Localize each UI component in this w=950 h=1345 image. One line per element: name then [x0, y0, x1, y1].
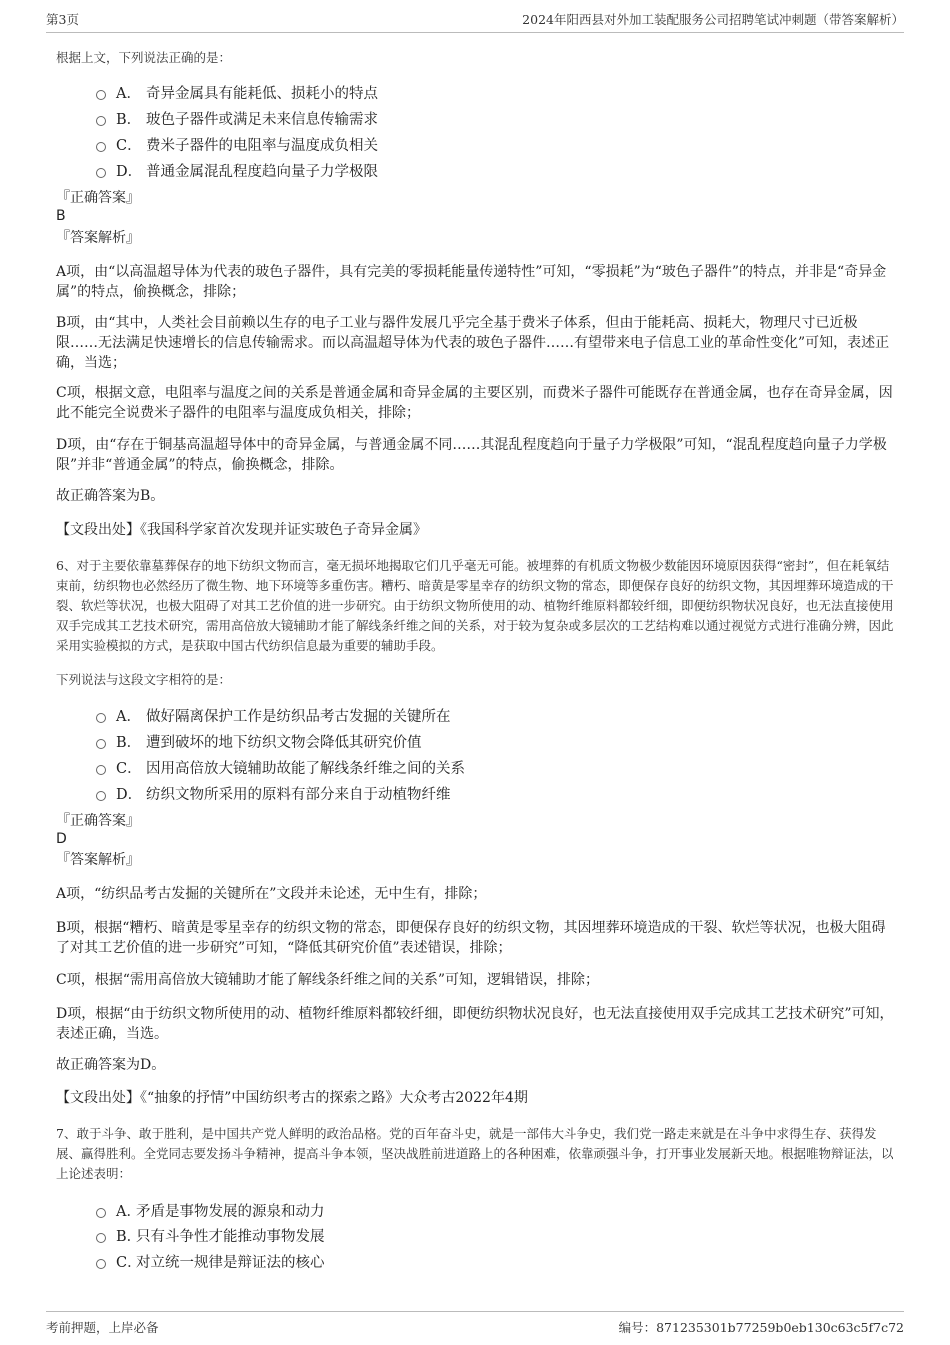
q6-passage: 6、对于主要依靠墓葬保存的地下纺织文物而言，毫无损坏地揭取它们几乎毫无可能。被埋葬的有机质文物极少数能因环境原因获得“密封”，但在耗氧结束前，纺织物也必然经历了微生物、地下环境等多重伤害。糟朽、暗黄是零星幸存的纺织文物的常态，即便保存良好的纺织文物，其因埋葬环境造成的干裂、软烂等状况，也极大阻碍了对其工艺价值的进一步研究。由于纺织文物所使用的动、植物纤维原料都较纤细，即便纺织物状况良好，也无法直接使用双手完成其工艺技术研究，需用高倍放大镜辅助才能了解线条纤维之间的关系，对于较为复杂或多层次的工艺结构难以通过视觉方式进行准确分辨，因此采用实验模拟的方式，是获取中国古代纺织信息最为重要的辅助手段。 [56, 558, 894, 653]
q5-analysis-label: 『答案解析』 [56, 230, 140, 246]
radio-icon[interactable] [96, 142, 106, 152]
q6-answer: D [56, 831, 67, 847]
q5-stem: 根据上文，下列说法正确的是： [56, 50, 232, 65]
footer-slogan: 考前押题，上岸必备 [46, 1320, 159, 1335]
q6-answer-label: 『正确答案』 [56, 813, 140, 829]
q6-option-b[interactable]: B． 遭到破坏的地下纺织文物会降低其研究价值 [96, 730, 422, 752]
q5-option-a[interactable]: A． 奇异金属具有能耗低、损耗小的特点 [96, 81, 378, 103]
q6-analysis-b: B项，根据“糟朽、暗黄是零星幸存的纺织文物的常态，即便保存良好的纺织文物，其因埋葬环境造成的干裂、软烂等状况，也极大阻碍了对其工艺价值的进一步研究”可知，“降低其研究价值”表述错误，排除； [56, 920, 886, 956]
q5-option-c[interactable]: C． 费米子器件的电阻率与温度成负相关 [96, 133, 378, 155]
radio-icon[interactable] [96, 90, 106, 100]
radio-icon[interactable] [96, 765, 106, 775]
radio-icon[interactable] [96, 168, 106, 178]
q6-stem: 下列说法与这段文字相符的是： [56, 672, 232, 687]
q5-analysis-a: A项，由“以高温超导体为代表的玻色子器件，具有完美的零损耗能量传递特性”可知，“零损耗”为“玻色子器件”的特点，并非是“奇异金属”的特点，偷换概念，排除； [56, 264, 887, 300]
q7-option-b[interactable]: B． 只有斗争性才能推动事物发展 [96, 1224, 325, 1246]
radio-icon[interactable] [96, 116, 106, 126]
q5-analysis-c: C项，根据文意，电阻率与温度之间的关系是普通金属和奇异金属的主要区别，而费米子器件可能既存在普通金属，也存在奇异金属，因此不能完全说费米子器件的电阻率与温度成负相关，排除； [56, 385, 893, 421]
document-id: 编号：871235301b77259b0eb130c63c5f7c72 [618, 1320, 904, 1335]
q6-conclusion: 故正确答案为D。 [56, 1057, 166, 1073]
q6-analysis-d: D项，根据“由于纺织文物所使用的动、植物纤维原料都较纤细，即便纺织物状况良好，也无法直接使用双手完成其工艺技术研究”可知，表述正确，当选。 [56, 1006, 894, 1042]
q5-option-d[interactable]: D． 普通金属混乱程度趋向量子力学极限 [96, 159, 378, 181]
q6-analysis-label: 『答案解析』 [56, 852, 140, 868]
page-number: 第3页 [46, 12, 79, 27]
q7-option-a[interactable]: A． 矛盾是事物发展的源泉和动力 [96, 1199, 325, 1221]
q6-analysis-c: C项，根据“需用高倍放大镜辅助才能了解线条纤维之间的关系”可知，逻辑错误，排除； [56, 972, 600, 988]
radio-icon[interactable] [96, 1259, 106, 1269]
radio-icon[interactable] [96, 1208, 106, 1218]
q5-conclusion: 故正确答案为B。 [56, 488, 165, 504]
q6-option-d[interactable]: D． 纺织文物所采用的原料有部分来自于动植物纤维 [96, 782, 451, 804]
q6-source: 【文段出处】《“抽象的抒情”中国纺织考古的探索之路》大众考古2022年4期 [56, 1090, 528, 1106]
q7-option-c[interactable]: C． 对立统一规律是辩证法的核心 [96, 1250, 325, 1272]
radio-icon[interactable] [96, 739, 106, 749]
page-footer [46, 1311, 904, 1336]
page-header [46, 10, 904, 33]
q5-answer-label: 『正确答案』 [56, 190, 140, 206]
q6-option-c[interactable]: C． 因用高倍放大镜辅助故能了解线条纤维之间的关系 [96, 756, 465, 778]
q7-passage: 7、敢于斗争、敢于胜利，是中国共产党人鲜明的政治品格。党的百年奋斗史，就是一部伟大斗争史，我们党一路走来就是在斗争中求得生存、获得发展、赢得胜利。全党同志要发扬斗争精神，提高斗争本领，坚决战胜前进道路上的各种困难，依靠顽强斗争，打开事业发展新天地。根据唯物辩证法，以上论述表明： [56, 1126, 894, 1181]
radio-icon[interactable] [96, 713, 106, 723]
q5-analysis-d: D项，由“存在于铜基高温超导体中的奇异金属，与普通金属不同……其混乱程度趋向于量子力学极限”可知，“混乱程度趋向量子力学极限”并非“普通金属”的特点，偷换概念，排除。 [56, 437, 887, 473]
q5-answer: B [56, 208, 66, 224]
q6-option-a[interactable]: A． 做好隔离保护工作是纺织品考古发掘的关键所在 [96, 704, 451, 726]
radio-icon[interactable] [96, 1233, 106, 1243]
q6-analysis-a: A项，“纺织品考古发掘的关键所在”文段并未论述，无中生有，排除； [56, 886, 487, 902]
q5-option-b[interactable]: B． 玻色子器件或满足未来信息传输需求 [96, 107, 378, 129]
document-title: 2024年阳西县对外加工装配服务公司招聘笔试冲刺题（带答案解析） [522, 12, 904, 27]
q5-source: 【文段出处】《我国科学家首次发现并证实玻色子奇异金属》 [56, 522, 427, 538]
radio-icon[interactable] [96, 791, 106, 801]
q5-analysis-b: B项，由“其中，人类社会目前赖以生存的电子工业与器件发展几乎完全基于费米子体系，但由于能耗高、损耗大，物理尺寸已近极限……无法满足快速增长的信息传输需求。而以高温超导体为代表的玻色子器件……有望带来电子信息工业的革命性变化”可知，表述正确，当选； [56, 315, 890, 371]
